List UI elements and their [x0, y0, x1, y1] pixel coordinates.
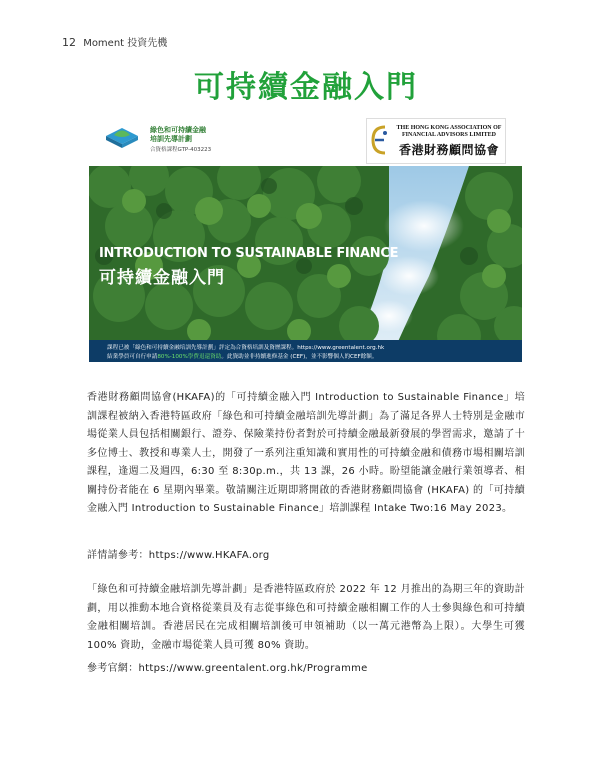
- paragraph-details-link: 詳情請參考：https://www.HKAFA.org: [87, 550, 270, 561]
- article-title: 可持續金融入門: [194, 70, 418, 105]
- banner-title-zh: 可持續金融入門: [99, 268, 225, 288]
- banner-note-2-highlight: 80%-100%學費退還資助: [157, 354, 222, 360]
- paragraph-pilot-scheme: 「綠色和可持續金融培訓先導計劃」是香港特區政府於 2022 年 12 月推出的為期三年的資助計劃，用以推動本地合資格從業員及有志從事綠色和可持續金融相關工作的人士參與綠色和可持續金融相關培訓。香港居民在完成相關培訓後可申領補助（以一萬元港幣為上限）。大學生可獲 100% 資助，金融市場從業人員可獲 80% 資助。: [87, 584, 525, 651]
- page-header: [62, 34, 167, 49]
- hkafa-name-en-line2: FINANCIAL ADVISORS LIMITED: [401, 132, 497, 138]
- magazine-name: Moment 投資先機: [83, 38, 168, 49]
- logo-left-line1: 綠色和可持續金融: [150, 126, 206, 134]
- banner-note-2: [107, 352, 378, 360]
- page-number: 12: [62, 36, 76, 49]
- course-banner-image: [89, 166, 522, 362]
- hkafa-name-zh: 香港財務顧問協會: [398, 143, 499, 157]
- green-finance-logo: [104, 124, 264, 164]
- paragraph-course-intro: 香港財務顧問協會(HKAFA)的「可持續金融入門 Introduction to Sustainable Finance」培訓課程被納入香港特區政府「綠色和可持續金融培訓先導計劃」為了滿足各界人士特別是金融市場從業人員包括相關銀行、證券、保險業持份者對於可持續金融最新發展的學習需求，邀請了十多位博士、教授和專業人士，開發了一系列注重知識和實用性的可持續金融和債務市場相關培訓課程，逢週二及週四，6:30 至 8:30p.m.，共 13 課，26 小時。盼望能讓金融行業領導者、相關持份者能在 6 星期內畢業。敬請關注近期即將開啟的香港財務顧問協會 (HKAFA) 的「可持續金融入門 Introduction to Sustainable Finance」培訓課程 Intake Two:16 May 2023。: [87, 392, 525, 514]
- hkafa-logo: [366, 118, 506, 164]
- course-code: 合資格課程GTP-403223: [150, 147, 212, 153]
- hkafa-name-en: [395, 125, 503, 139]
- banner-note-2c: 。此資助並非持續進修基金 (CEF)，並不影響個人的CEF餘額。: [221, 354, 378, 360]
- green-finance-logo-mark: [104, 124, 140, 150]
- banner-note-1: 課程已被「綠色和可持續金融培訓先導計劃」評定為合資格培訓及資歷課程。https://www.greentalent.org.hk: [107, 345, 385, 351]
- paragraph-official-site: 參考官網：https://www.greentalent.org.hk/Programme: [87, 663, 368, 674]
- logo-left-line2: 培訓先導計劃: [150, 135, 192, 143]
- banner-note-bar: [89, 340, 522, 362]
- banner-note-2a: 結業學員可自行申請: [107, 354, 158, 360]
- hkafa-name-en-line1: THE HONG KONG ASSOCIATION OF: [396, 125, 502, 131]
- banner-title-en: INTRODUCTION TO SUSTAINABLE FINANCE: [99, 246, 399, 261]
- hkafa-logo-mark: [369, 123, 389, 157]
- green-finance-logo-text: [150, 126, 206, 144]
